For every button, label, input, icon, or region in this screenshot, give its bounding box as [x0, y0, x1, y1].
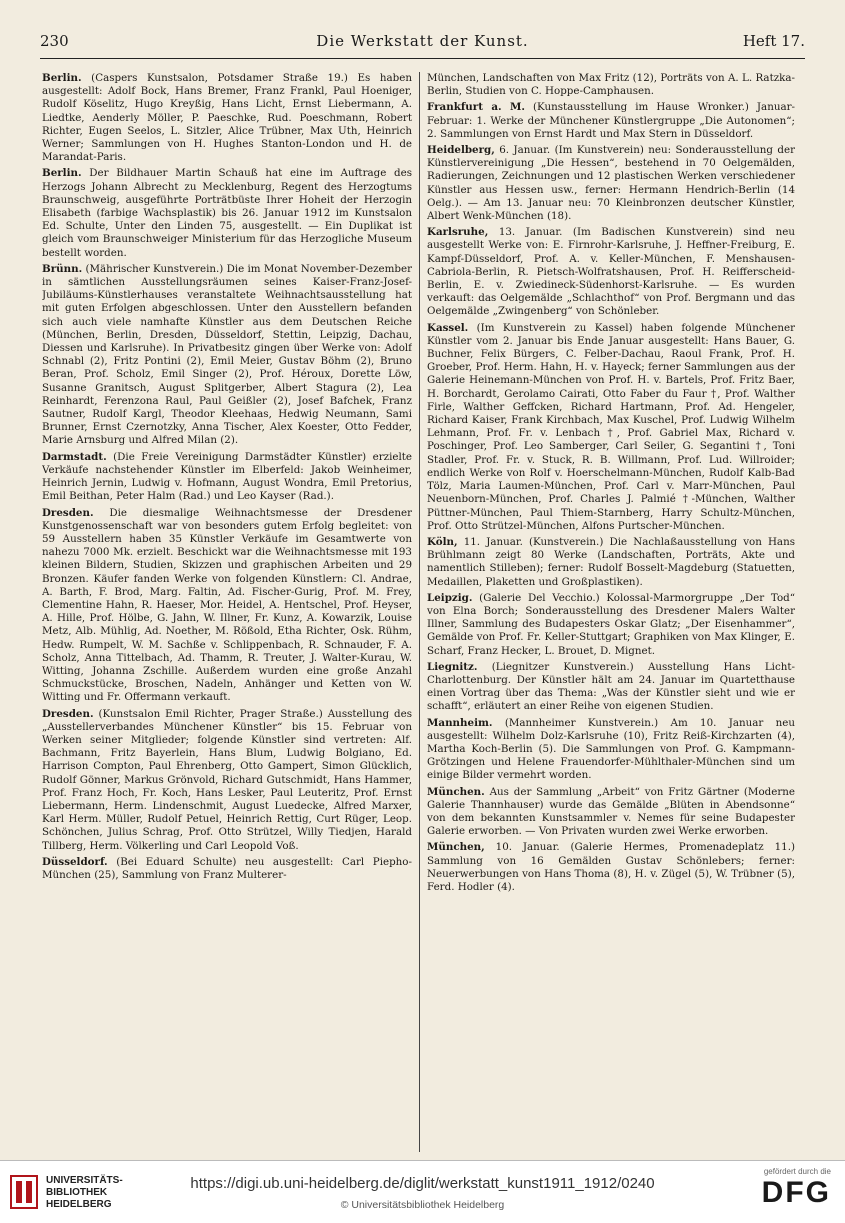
entry-text: Aus der Sammlung „Arbeit“ von Fritz Gärtner (Moderne Galerie Thannhauser) wurde das Gemälde „Blüten in Abendsonne“ von dem bekannten Kunstsammler v. Nemes für seine Budapester Galerie erworben. — Von Privaten wurden zwei Werke erworben. — [427, 785, 795, 838]
article-entry — [42, 167, 412, 259]
entry-city: Frankfurt a. M. — [427, 101, 525, 114]
header-rule — [40, 58, 805, 59]
copyright-text: © Universitätsbibliothek Heidelberg — [340, 1199, 505, 1211]
right-column — [427, 72, 795, 1157]
dfg-logo-text: DFG — [761, 1176, 831, 1209]
entry-text: 6. Januar. (Im Kunstverein) neu: Sonderausstellung der Künstlervereinigung „Die Hessen“, bestehend in 70 Oelgemälden, Radierungen, Zeichnungen und 12 plastischen Werken verschiedener Künstler aus Hessen usw., ferner: Hermann Hendrich-Berlin (14 Oelg.). — Am 13. Januar neu: 70 Kleinbronzen deutscher Künstler, Albert Wenk-München (18). — [427, 144, 795, 223]
entry-text: (Kunstausstellung im Hause Wronker.) Januar-Februar: 1. Werke der Münchener Künstlergruppe „Die Autonomen“; 2. Sammlungen von Ernst Hardt und Max Stern in Düsseldorf. — [427, 101, 795, 140]
article-entry — [42, 72, 412, 164]
left-column — [42, 72, 412, 1157]
entry-city: Liegnitz. — [427, 660, 478, 673]
entry-city: Mannheim. — [427, 716, 493, 729]
entry-text: (Caspers Kunstsalon, Potsdamer Straße 19.) Es haben ausgestellt: Adolf Bock, Hans Bremer, Franz Frankl, Paul Hoeniger, Rudolf Köselitz, Hugo Kreyßig, Hans Licht, Ernst Liebermann, A. Liedtke, Aenderly Möller, P. Paeschke, Rud. Poeschmann, Robert Richter, Eugen Seelos, L. Sitzler, Alice Trübner, Max Uth, Heinrich Werner; Sammlungen von H. Hughes Stanton-London und H. de Marandat-Paris. — [42, 72, 412, 164]
funder-logo[interactable] — [721, 1167, 831, 1219]
entry-city: Berlin. — [42, 72, 82, 84]
entry-city: München, — [427, 841, 485, 854]
article-entry — [427, 717, 795, 783]
entry-city: Kassel. — [427, 321, 469, 334]
entry-city: Düsseldorf. — [42, 855, 108, 868]
entry-city: Dresden. — [42, 506, 94, 519]
entry-city: Karlsruhe, — [427, 226, 489, 239]
viewer-footer — [0, 1160, 845, 1223]
article-entry — [42, 507, 412, 705]
article-entry — [42, 263, 412, 448]
article-entry — [427, 72, 795, 98]
article-entry — [427, 322, 795, 533]
permalink-url[interactable]: https://digi.ub.uni-heidelberg.de/diglit/werkstatt_kunst1911_1912/0240 — [190, 1175, 655, 1192]
article-entry — [427, 144, 795, 223]
entry-city: Brünn. — [42, 262, 83, 275]
article-entry — [427, 661, 795, 714]
entry-text: (Kunstsalon Emil Richter, Prager Straße.) Ausstellung des „Ausstellerverbandes Münchener Künstler“ bis 15. Februar von Werken seiner Mitglieder; folgende Künstler sind vertreten: Alf. Bachmann, Fritz Bayerlein, Hans Blum, Ludwig Bolgiano, Ed. Harrison Compton, Paul Ehrenberg, Otto Gampert, Simon Glücklich, Rudolf Gönner, Markus Grönvold, Richard Gutschmidt, Hans Hammer, Prof. Franz Hoch, Fr. Koch, Hans Lesker, Paul Leuteritz, Prof. Ernst Liebermann, Herm. Lindenschmit, August Luedecke, Alfred Marxer, Karl Herm. Müller, Rudolf Petuel, Heinrich Rettig, Curt Rüger, Leop. Schönchen, Julius Schrag, Prof. Otto Strützel, Willy Tiedjen, Harald Tillberg, Herm. Völkerling und Carl Leopold Voß. — [42, 707, 412, 852]
article-entry — [427, 226, 795, 318]
article-entry — [427, 101, 795, 141]
entry-city: Berlin. — [42, 167, 82, 180]
entry-text: (Mannheimer Kunstverein.) Am 10. Januar neu ausgestellt: Wilhelm Dolz-Karlsruhe (10), Fritz Reiß-Kirchzarten (4), Martha Koch-Berlin (5). Die Sammlungen von Prof. G. Kampmann-Grötzingen und Helene Frauendorfer-Mühlthaler-München sind um einige Bilder vermehrt worden. — [427, 716, 795, 782]
article-entry — [42, 856, 412, 882]
entry-text: (Mährischer Kunstverein.) Die im Monat November-Dezember in sämtlichen Ausstellungsräumen seines Kaiser-Franz-Josef-Jubiläums-Künstlerhauses veranstaltete Weihnachtsausstellung hat mit guten Erfolgen abgeschlossen. Unter den Ausstellern befanden sich auch viele namhafte Künstler aus dem Deutschen Reiche (München, Berlin, Dresden, Düsseldorf, Stettin, Leipzig, Dachau, Diessen und Karlsruhe). In Privatbesitz gingen über Werke von: Adolf Schnabl (2), Fritz Pontini (2), Emil Meier, Gustav Böhm (2), Bruno Beran, Prof. Scholz, Emil Singer (2), Prof. Héroux, Dorette Löw, Susanne Granitsch, August Splitgerber, Albert Stagura (2), Lea Reinhardt, Ferenzona Raul, Paul Geißler (2), Josef Bafchek, Franz Sautner, Rudolf Kargl, Theodor Kleehaas, Hedwig Neumann, Sami Brunner, Ernst Czernotzky, Anna Tischer, Alex Koester, Otto Fedder, Marie Arnsburg und Alfred Milan (2). — [42, 262, 412, 447]
article-entry — [427, 786, 795, 839]
article-entry — [42, 708, 412, 853]
funded-by-label: gefördert durch die — [763, 1167, 831, 1176]
entry-text: Der Bildhauer Martin Schauß hat eine im Auftrage des Herzogs Johann Albrecht zu Mecklenburg, Regent des Herzogtums Braunschweig, ausgeführte Porträtbüste Ihrer Hoheit der Herzogin Elisabeth (farbige Wachsplastik) bis 26. Januar 1912 im Kunstsalon Ed. Schulte, Unter den Linden 75, ausgestellt. — Ein Duplikat ist gleich vom Braunschweiger Ministerium für das Herzogliche Museum bestellt worden. — [42, 167, 412, 259]
entry-text: (Galerie Del Vecchio.) Kolossal-Marmorgruppe „Der Tod“ von Elna Borch; Sonderausstellung des Dresdener Malers Walter Illner, Sammlung des Budapesters Oskar Glatz; „Der Eisenhammer“, Gemälde von Prof. Fr. Keller-Stuttgart; Graphiken von Max Klinger, E. Scharf, Franz Hecker, L. Brouet, D. Mignet. — [427, 591, 795, 657]
entry-city: Darmstadt. — [42, 450, 107, 463]
entry-text: München, Landschaften von Max Fritz (12), Porträts von A. L. Ratzka-Berlin, Studien von C. Hoppe-Camphausen. — [427, 72, 795, 98]
article-entry — [427, 536, 795, 589]
entry-text: 11. Januar. (Kunstverein.) Die Nachlaßausstellung von Hans Brühlmann zeigt 80 Werke (Landschaften, Porträts, Akte und namentlich Stilleben); ferner: Rudolf Bosselt-Magdeburg (Statuetten, Medaillen, Plaketten und Großplastiken). — [427, 535, 795, 588]
entry-city: Köln, — [427, 535, 458, 548]
page-number: 230 — [40, 32, 69, 50]
entry-city: Heidelberg, — [427, 144, 495, 157]
entry-city: Dresden. — [42, 707, 94, 720]
library-name-line-2: BIBLIOTHEK — [46, 1187, 108, 1198]
entry-text: Die diesmalige Weihnachtsmesse der Dresdener Kunstgenossenschaft war von besonders gutem Erfolg begleitet: von 59 Ausstellern haben 35 Künstler Verkäufe im Gesamtwerte von nahezu 7000 Mk. erzielt. Beschickt war die Weihnachtsmesse mit 193 kleinen Bildern, Studien, Skizzen und graphischen Arbeiten und 29 Bronzen. Käufer fanden Werke von folgenden Künstlern: Cl. Andrae, A. Barth, F. Brod, Marg. Faltin, Ad. Fischer-Gurig, Prof. M. Frey, Clementine Hahn, R. Haeser, Mor. Heidel, A. Hentschel, Prof. Heyser, A. Hille, Prof. Hölbe, G. Jahn, W. Illner, Fr. Kunz, A. Kowarzik, Louise Metz, Alb. Mühlig, Ad. Noether, M. Rößold, Etha Richter, Osk. Rühm, Hedw. Rumpelt, W. M. Sachße v. Schlippenbach, R. Schnauder, F. A. Scholz, Anna Tittelbach, Ad. Thamm, R. Treuter, J. Walter-Kurau, W. Witting, Johanna Zschille. Außerdem wurden eine große Anzahl Schmuckstücke, Broschen, Nadeln, Anhänger und Ketten von W. Witting und Fr. Offermann verkauft. — [42, 506, 412, 704]
journal-title: Die Werkstatt der Kunst. — [316, 32, 529, 50]
entry-text: (Liegnitzer Kunstverein.) Ausstellung Hans Licht-Charlottenburg. Der Künstler hält am 24. Januar im Quartetthause einen Vortrag über das Thema: „Was der Künstler sieht und wie er schafft“, erläutert an einer Reihe von eigenen Studien. — [427, 660, 795, 713]
entry-text: 13. Januar. (Im Badischen Kunstverein) sind neu ausgestellt Werke von: E. Firnrohr-Karlsruhe, J. Heffner-Freiburg, E. Kampf-Düsseldorf, Prof. A. v. Keller-München, F. Menshausen-Cabriola-Berlin, R. Pietsch-Wolfratshausen, Prof. H. Reifferscheid-Berlin, E. v. Zwiedineck-Südenhorst-Karlsruhe. — Es wurden verkauft: das Oelgemälde „Schlachthof“ von Prof. Bergmann und das Oelgemälde „Zwingenberg“ von Schönleber. — [427, 226, 795, 318]
library-name-line-1: UNIVERSITÄTS- — [46, 1175, 123, 1186]
article-entry — [42, 451, 412, 504]
running-header — [40, 30, 805, 52]
column-divider — [419, 72, 420, 1152]
entry-city: München. — [427, 785, 485, 798]
entry-text: (Die Freie Vereinigung Darmstädter Künstler) erzielte Verkäufe nachstehender Künstler im Elberfeld: Jakob Weinheimer, Heinrich Jernin, Ludwig v. Hofmann, August Wondra, Emil Pretorius, Emil Beithan, Peter Halm (Rad.) und Leo Kayser (Rad.). — [42, 450, 412, 503]
entry-text: (Im Kunstverein zu Kassel) haben folgende Münchener Künstler vom 2. Januar bis Ende Januar ausgestellt: Hans Bauer, G. Buchner, Felix Bürgers, C. Felber-Dachau, Raoul Frank, Prof. H. Groeber, Prof. Herm. Hahn, H. v. Hayeck; ferner Sammlungen aus der Galerie Heinemann-München von Prof. H. v. Bartels, Prof. Fritz Baer, H. Borchardt, Gerolamo Cairati, Otto Faber du Faur †, Prof. Walther Firle, Walther Geffcken, Richard Hartmann, Prof. Ad. Hengeler, Richard Kaiser, Frank Kirchbach, Max Kuschel, Prof. Ludwig Wilhelm Lehmann, Prof. Fr. v. Lenbach †, Prof. Gabriel Max, Richard v. Poschinger, Prof. Leo Samberger, Carl Seiler, G. Segantini †, Toni Stadler, Prof. Fr. v. Stuck, R. B. Willmann, Prof. Lud. Willroider; endlich Werke von Rolf v. Hoerschelmann-München, Rudolf Kalb-Bad Tölz, Maria Laumen-München, Prof. Carl v. Marr-München, Paul Neuenborn-München, Prof. Charles J. Palmié †-München, Walther Püttner-München, Paul Thiem-Starnberg, Harry Schultz-München, Prof. Otto Strützel-München, Alfons Purtscher-München. — [427, 321, 795, 532]
article-entry — [427, 841, 795, 894]
library-name-line-3: HEIDELBERG — [46, 1199, 112, 1210]
issue-number: Heft 17. — [742, 32, 805, 50]
article-entry — [427, 592, 795, 658]
entry-text: (Bei Eduard Schulte) neu ausgestellt: Carl Piepho-München (25), Sammlung von Franz Multerer- — [42, 855, 412, 881]
entry-city: Leipzig. — [427, 591, 473, 604]
entry-text: 10. Januar. (Galerie Hermes, Promenadeplatz 11.) Sammlung von 16 Gemälden Gustav Schönlebers; ferner: Neuerwerbungen von Hans Thoma (8), H. v. Zügel (5), W. Trübner (5), Ferd. Hodler (4). — [427, 841, 795, 893]
